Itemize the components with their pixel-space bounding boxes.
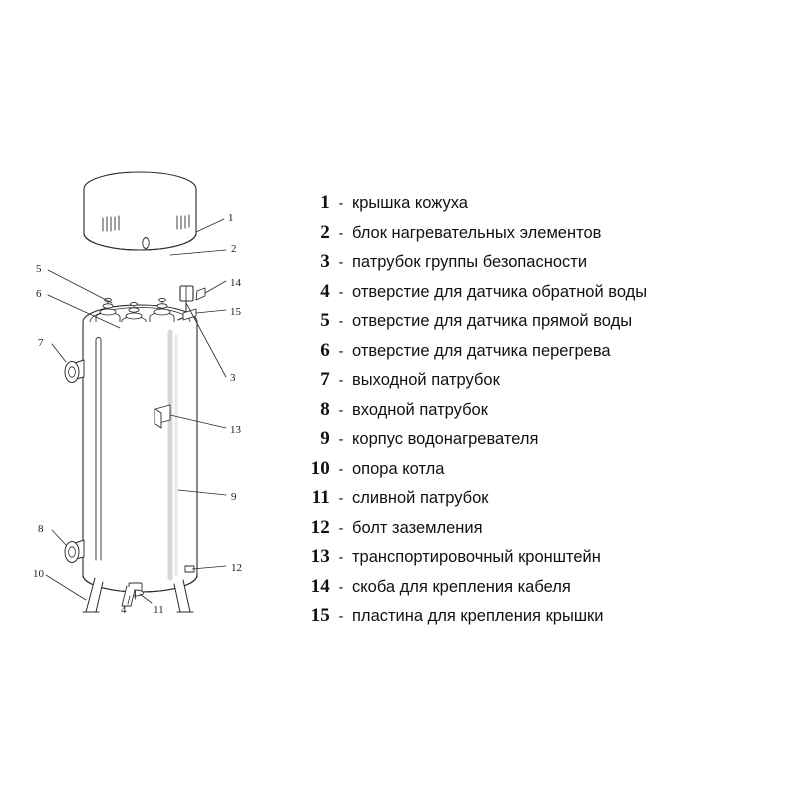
legend-label: крышка кожуха: [352, 194, 468, 212]
legend-dash: -: [338, 283, 344, 301]
legend-list: [288, 192, 788, 635]
legend-item: [288, 428, 788, 458]
legend-item: [288, 192, 788, 222]
legend-number: 2: [320, 221, 330, 243]
cover-cap: [84, 172, 196, 250]
legend-item: [288, 517, 788, 547]
legend-number: 12: [310, 516, 330, 538]
legend-number: 5: [320, 310, 330, 331]
legend-dash: -: [338, 549, 344, 566]
legend-label: выходной патрубок: [352, 371, 500, 389]
cable-bracket: [196, 288, 205, 300]
legend-number: 7: [320, 369, 330, 390]
legend-item: [288, 369, 788, 399]
legend-number: 13: [310, 546, 330, 567]
callout-8: 8: [38, 523, 44, 535]
legend-label: отверстие для датчика обратной воды: [352, 282, 648, 301]
legend-label: скоба для крепления кабеля: [352, 577, 571, 596]
legend-dash: -: [338, 519, 344, 537]
legend-item: [288, 487, 788, 517]
legend-number: 14: [310, 575, 330, 597]
legend-dash: -: [338, 342, 344, 360]
callout-15: 15: [230, 306, 241, 318]
legend-label: блок нагревательных элементов: [352, 223, 602, 242]
callout-14: 14: [230, 277, 241, 289]
legend-dash: -: [338, 401, 344, 419]
legend-label: корпус водонагревателя: [352, 430, 539, 448]
callout-11: 11: [153, 604, 164, 616]
callout-4: 4: [121, 604, 127, 616]
legend-item: [288, 399, 788, 429]
callout-3: 3: [230, 372, 236, 384]
inlet-nozzle: [65, 540, 84, 563]
legend-label: опора котла: [352, 459, 445, 478]
callout-10: 10: [33, 568, 44, 580]
legend-number: 4: [320, 280, 330, 302]
legend-item: [288, 310, 788, 340]
legend-label: болт заземления: [352, 518, 483, 537]
tank-body: [83, 322, 197, 592]
outlet-nozzle: [65, 360, 84, 383]
callout-1: 1: [228, 212, 234, 224]
legend-label: отверстие для датчика перегрева: [352, 341, 611, 360]
callout-13: 13: [230, 424, 241, 436]
legend-number: 8: [320, 398, 330, 420]
legend-dash: -: [338, 313, 344, 330]
callout-6: 6: [36, 288, 42, 300]
water-heater-drawing: [0, 0, 300, 800]
legend-number: 10: [310, 457, 330, 479]
callout-7: 7: [38, 337, 44, 349]
legend-dash: -: [338, 460, 344, 478]
legend-item: [288, 340, 788, 370]
legend-dash: -: [338, 578, 344, 596]
callout-9: 9: [231, 491, 237, 503]
callout-2: 2: [231, 243, 237, 255]
legend-item: [288, 546, 788, 576]
legend-number: 1: [320, 192, 330, 213]
callout-5: 5: [36, 263, 42, 275]
legend-label: патрубок группы безопасности: [352, 253, 588, 271]
legend-label: входной патрубок: [352, 400, 488, 419]
legend-label: сливной патрубок: [352, 489, 489, 507]
legend-dash: -: [338, 254, 344, 271]
legend-number: 15: [310, 605, 330, 626]
legend-dash: -: [338, 608, 344, 625]
legend-label: пластина для крепления крышки: [352, 607, 604, 625]
legend-dash: -: [338, 195, 344, 212]
legend-label: транспортировочный кронштейн: [352, 548, 601, 566]
legend-item: [288, 281, 788, 311]
legend-item: [288, 605, 788, 635]
legend-item: [288, 576, 788, 606]
legend-dash: -: [338, 431, 344, 448]
legend-number: 3: [320, 251, 330, 272]
legend-item: [288, 251, 788, 281]
legend-number: 9: [320, 428, 330, 449]
legend-item: [288, 458, 788, 488]
callout-12: 12: [231, 562, 242, 574]
legend-dash: -: [338, 224, 344, 242]
legend-label: отверстие для датчика прямой воды: [352, 312, 633, 330]
legend-dash: -: [338, 372, 344, 389]
legend-item: [288, 222, 788, 252]
legend-number: 11: [311, 487, 330, 508]
legend-number: 6: [320, 339, 330, 361]
legend-dash: -: [338, 490, 344, 507]
